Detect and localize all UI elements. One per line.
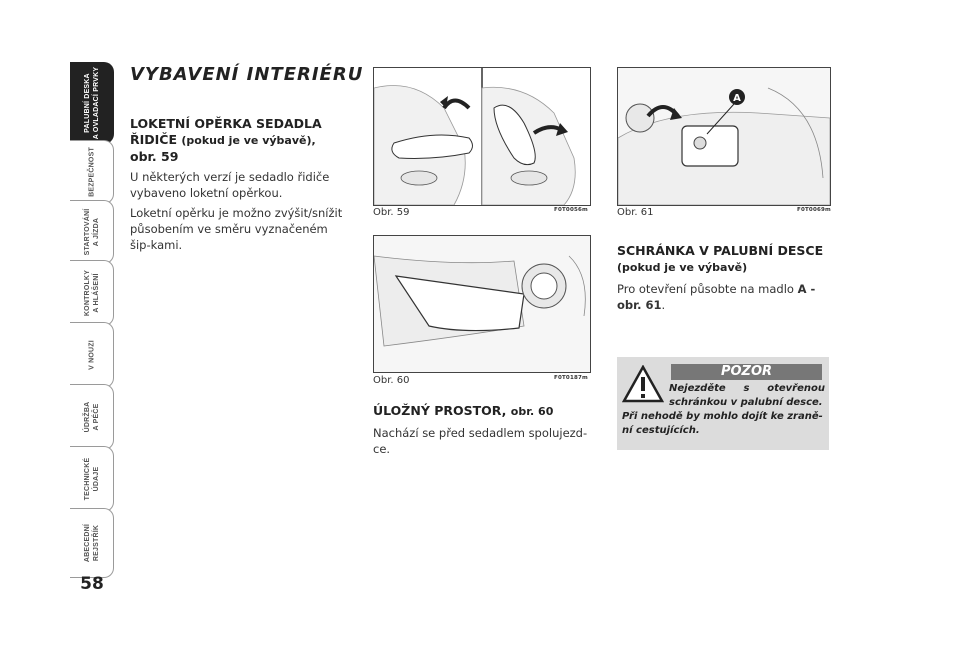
figure-caption: Obr. 60 (373, 375, 410, 386)
tab-palubni-deska[interactable] (70, 62, 114, 144)
section-glovebox (617, 243, 832, 313)
warning-title: POZOR (671, 364, 822, 380)
paragraph: U některých verzí je sedadlo řidiče vybaveno loketní opěrkou. (130, 170, 330, 200)
heading-suffix: (pokud je ve výbavě), (181, 134, 316, 147)
marker-a: A (733, 93, 741, 104)
figure-caption: Obr. 59 (373, 207, 410, 218)
section-heading (617, 243, 832, 276)
tab-technicke-udaje[interactable] (70, 446, 114, 512)
tab-abecedni-rejstrik[interactable] (70, 508, 114, 578)
tab-label: STARTOVÁNÍ A JÍZDA (83, 208, 100, 256)
tab-label: TECHNICKÉ ÚDAJE (83, 457, 100, 501)
text: Pro otevření působte na madlo (617, 282, 794, 296)
heading-text: LOKETNÍ OPĚRKA SEDADLA ŘIDIČE (130, 116, 322, 147)
section-storage (373, 403, 588, 457)
heading-ref: obr. 60 (510, 405, 554, 418)
tab-label: KONTROLKY A HLÁŠENÍ (83, 269, 100, 317)
text: . (661, 298, 666, 312)
figure-59-armrest (373, 67, 591, 206)
warning-line: Při nehodě by mohlo dojít ke zraně-ní cestujících. (622, 411, 823, 436)
tab-udrzba[interactable] (70, 384, 114, 450)
figure-code: F0T0069m (797, 207, 831, 213)
warning-text (622, 382, 825, 438)
page-title: VYBAVENÍ INTERIÉRU (130, 64, 364, 85)
tab-kontrolky[interactable] (70, 260, 114, 326)
warning-box (617, 357, 829, 450)
section-armrest (130, 116, 345, 257)
section-heading (130, 116, 345, 165)
tab-label: BEZPEČNOST (88, 147, 95, 197)
tab-v-nouzi[interactable] (70, 322, 114, 388)
figure-caption: Obr. 61 (617, 207, 654, 218)
heading-ref: obr. 59 (130, 149, 179, 164)
figure-61-glovebox (617, 67, 831, 206)
paragraph: Nachází se před sedadlem spolujezd-ce. (373, 426, 588, 456)
tab-label: ABECEDNÍ REJSTŘÍK (83, 523, 100, 563)
heading-suffix: (pokud je ve výbavě) (617, 261, 748, 274)
tab-label: V NOUZI (88, 340, 95, 370)
page-number: 58 (80, 574, 104, 594)
ref: A - obr. 61 (617, 282, 816, 312)
paragraph: Loketní opěrku je možno zvýšit/snížit působením ve směru vyznačeném šip-kami. (130, 206, 343, 252)
heading-text: SCHRÁNKA V PALUBNÍ DESCE (617, 243, 824, 258)
tab-label: PALUBNÍ DESKA A OVLADACÍ PRVKY (83, 66, 100, 140)
section-heading (373, 403, 588, 420)
warning-line: Nejezděte s otevřenou schránkou v palubní desce. (669, 383, 825, 408)
paragraph (617, 281, 832, 313)
tab-bezpecnost[interactable] (70, 140, 114, 204)
heading-text: ÚLOŽNÝ PROSTOR, (373, 403, 507, 418)
figure-60-storage (373, 235, 591, 373)
tab-label: ÚDRŽBA A PÉČE (83, 401, 100, 433)
figure-code: F0T0187m (554, 375, 588, 381)
figure-code: F0T0056m (554, 207, 588, 213)
tab-startovani[interactable] (70, 200, 114, 264)
